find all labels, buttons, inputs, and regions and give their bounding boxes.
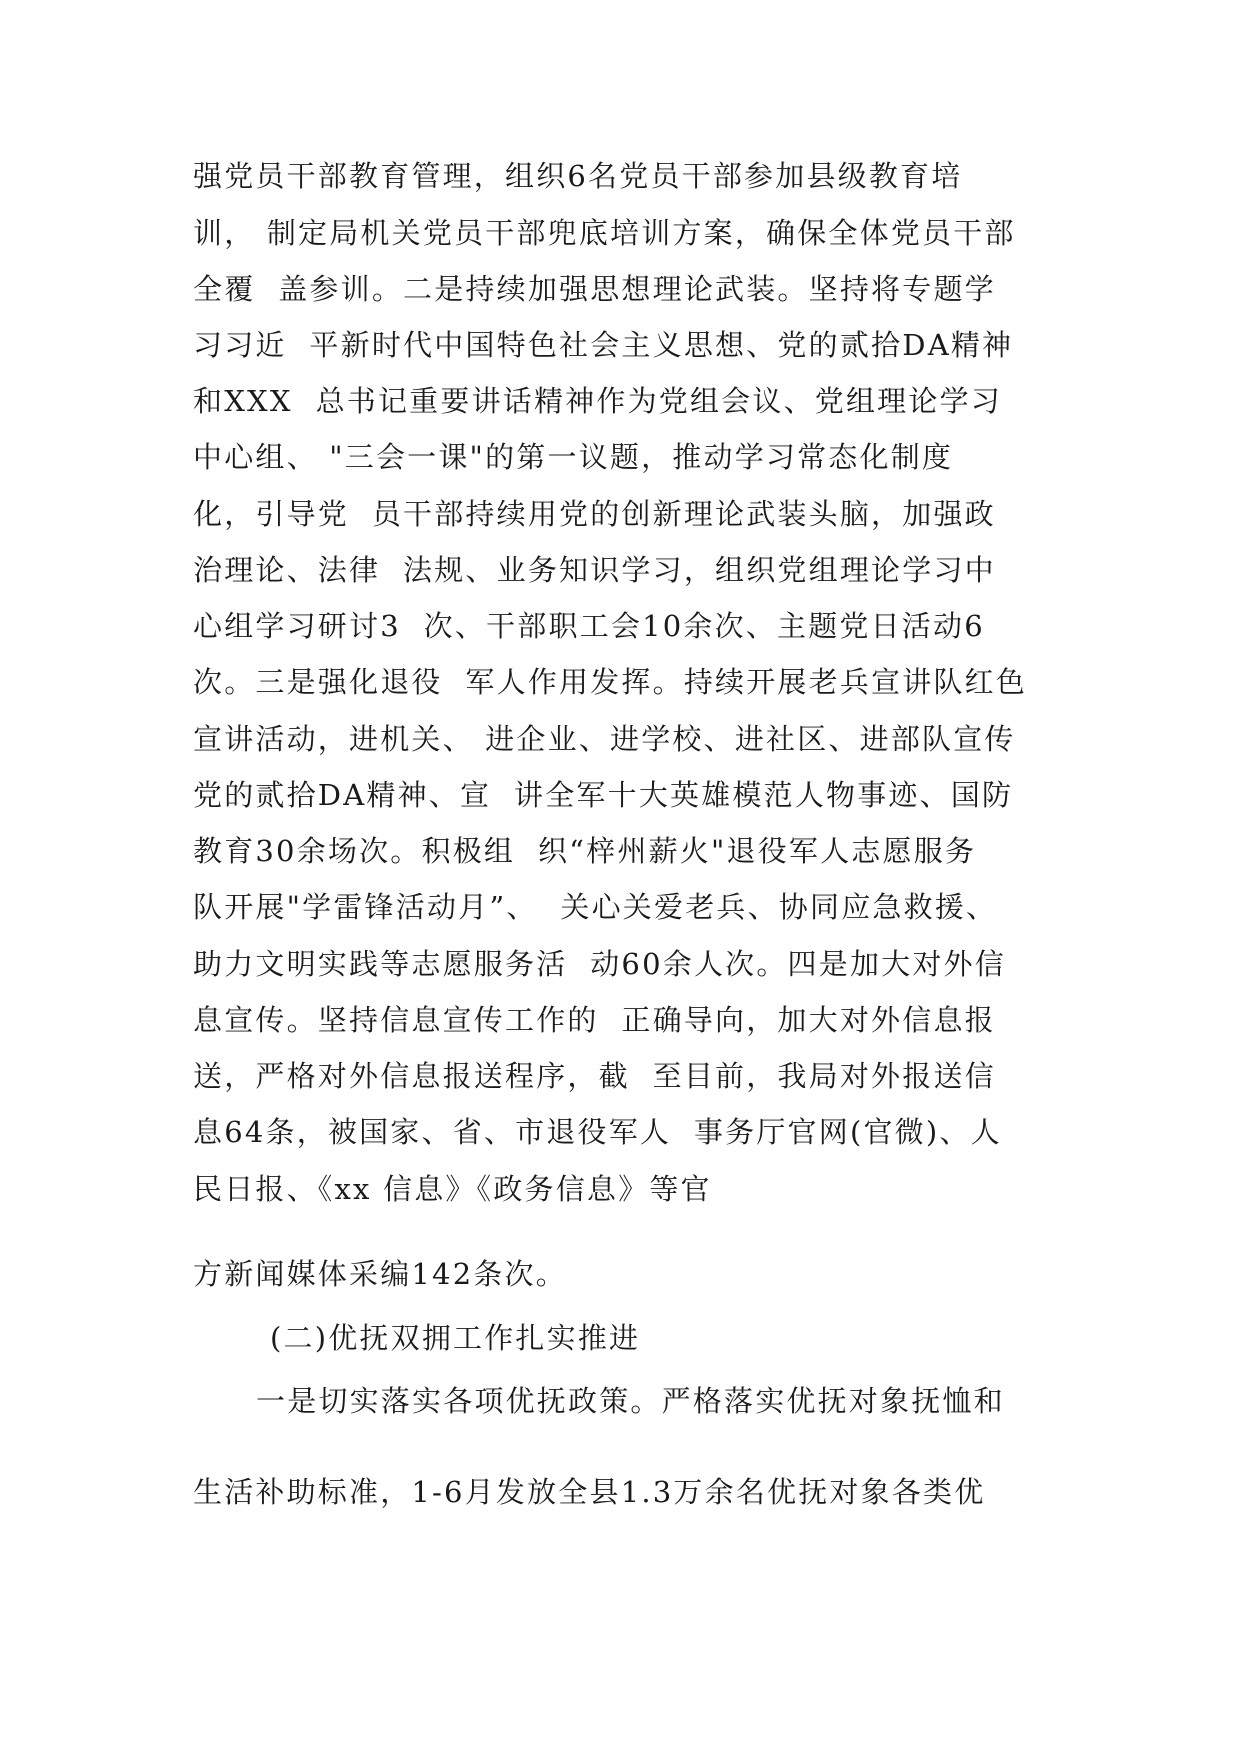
body-text-line: 助力文明实践等志愿服务活 动60余人次。四是加大对外信 bbox=[193, 947, 1006, 981]
body-text-line: 教育30余场次。积极组 织“梓州薪火"退役军人志愿服务 bbox=[193, 834, 977, 868]
body-text-line: 全覆 盖参训。二是持续加强思想理论武装。坚持将专题学 bbox=[193, 272, 996, 306]
body-text-line: 中心组、 "三会一课"的第一议题，推动学习常态化制度 bbox=[193, 440, 954, 474]
paragraph-first-line: 一是切实落实各项优抚政策。严格落实优抚对象抚恤和 bbox=[256, 1384, 1005, 1418]
body-text-line: 次。三是强化退役 军人作用发挥。持续开展老兵宣讲队红色 bbox=[193, 665, 1028, 699]
body-text-line: 心组学习研讨3 次、干部职工会10余次、主题党日活动6 bbox=[193, 609, 985, 643]
body-text-line: 和XXX 总书记重要讲话精神作为党组会议、党组理论学习 bbox=[193, 384, 1002, 418]
body-text-line: 宣讲活动，进机关、 进企业、进学校、进社区、进部队宣传 bbox=[193, 722, 1016, 756]
body-text-line: 化，引导党 员干部持续用党的创新理论武装头脑，加强政 bbox=[193, 497, 996, 531]
body-text-line: 息64条，被国家、省、市退役军人 事务厅官网(官微)、人 bbox=[193, 1115, 1002, 1149]
body-text-line: 送，严格对外信息报送程序，截 至目前，我局对外报送信 bbox=[193, 1059, 996, 1093]
body-text-line: 民日报、《xx 信息》《政务信息》等官 bbox=[193, 1172, 712, 1206]
body-text-line: 治理论、法律 法规、业务知识学习，组织党组理论学习中 bbox=[193, 553, 996, 587]
body-text-line: 息宣传。坚持信息宣传工作的 正确导向，加大对外信息报 bbox=[193, 1003, 996, 1037]
body-text-line: 方新闻媒体采编142条次。 bbox=[193, 1257, 567, 1291]
section-heading: (二)优抚双拥工作扎实推进 bbox=[270, 1321, 641, 1355]
body-text-line: 习习近 平新时代中国特色社会主义思想、党的贰拾DA精神 bbox=[193, 328, 1014, 362]
body-text-line: 党的贰拾DA精神、宣 讲全军十大英雄模范人物事迹、国防 bbox=[193, 778, 1014, 812]
body-text-line: 生活补助标准，1-6月发放全县1.3万余名优抚对象各类优 bbox=[193, 1475, 986, 1509]
body-text-line: 队开展"学雷锋活动月”、 关心关爱老兵、协同应急救援、 bbox=[193, 890, 998, 924]
body-text-line: 训， 制定局机关党员干部兜底培训方案，确保全体党员干部 bbox=[193, 216, 1016, 250]
body-text-line: 强党员干部教育管理，组织6名党员干部参加县级教育培 bbox=[193, 159, 963, 193]
